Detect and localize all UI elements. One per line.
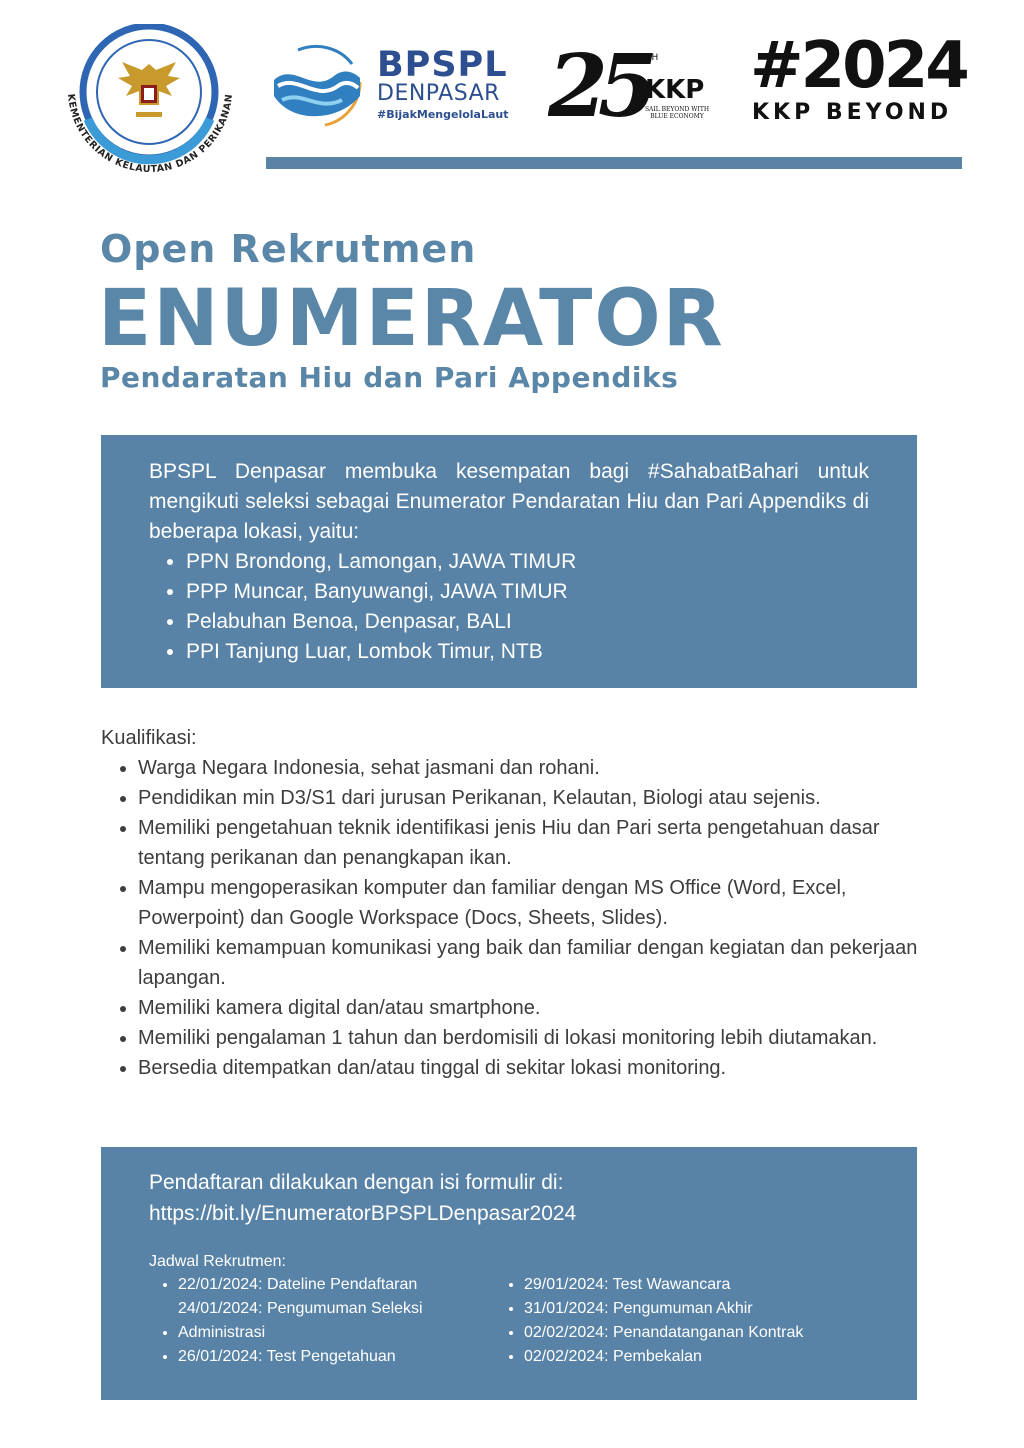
header-divider-bar [266, 157, 962, 169]
schedule-item: • 02/02/2024: Penandatanganan Kontrak [524, 1321, 803, 1345]
anniversary-org: KKP [645, 75, 705, 105]
location-item: • PPP Muncar, Banyuwangi, JAWA TIMUR [186, 577, 869, 607]
bpspl-logo-name: BPSPL [377, 45, 508, 85]
kkp-ministry-logo [58, 24, 240, 192]
title-line-open-recruitment: Open Rekrutmen [100, 227, 477, 271]
registration-panel [101, 1147, 917, 1400]
qualification-item: • Memiliki kemampuan komunikasi yang baik dan familiar dengan kegiatan dan pekerjaan lapangan. [138, 933, 921, 993]
qualification-item: • Mampu mengoperasikan komputer dan familiar dengan MS Office (Word, Excel, Powerpoint) dan Google Workspace (Docs, Sheets, Slides). [138, 873, 921, 933]
qualification-item: • Bersedia ditempatkan dan/atau tinggal di sekitar lokasi monitoring. [138, 1053, 921, 1083]
bpspl-logo-city: DENPASAR [377, 81, 500, 106]
schedule-item: • 26/01/2024: Test Pengetahuan [178, 1345, 479, 1369]
location-item: • PPN Brondong, Lamongan, JAWA TIMUR [186, 547, 869, 577]
title-subtitle: Pendaratan Hiu dan Pari Appendiks [100, 361, 679, 394]
bpspl-wave-logo-icon [268, 36, 364, 128]
qualification-item: • Warga Negara Indonesia, sehat jasmani dan rohani. [138, 753, 921, 783]
anniversary-number: 25 [548, 38, 648, 126]
campaign-hashtag: #2024 [750, 29, 967, 103]
schedule-item: • 22/01/2024: Dateline Pendaftaran [178, 1273, 479, 1297]
location-item: • Pelabuhan Benoa, Denpasar, BALI [186, 607, 869, 637]
schedule-item: • 02/02/2024: Pembekalan [524, 1345, 803, 1369]
registration-url-link[interactable]: https://bit.ly/EnumeratorBPSPLDenpasar2024 [149, 1202, 577, 1225]
location-item: • PPI Tanjung Luar, Lombok Timur, NTB [186, 637, 869, 667]
qualification-item: • Memiliki pengalaman 1 tahun dan berdomisili di lokasi monitoring lebih diutamakan. [138, 1023, 921, 1053]
schedule-columns [149, 1273, 869, 1369]
qualifications-heading: Kualifikasi: [101, 727, 197, 749]
anniversary-suffix: TH [646, 53, 659, 63]
qualifications-list [101, 753, 921, 1083]
qualification-item: • Pendidikan min D3/S1 dari jurusan Perikanan, Kelautan, Biologi atau sejenis. [138, 783, 921, 813]
schedule-heading: Jadwal Rekrutmen: [149, 1253, 286, 1270]
schedule-item: • 31/01/2024: Pengumuman Akhir [524, 1297, 803, 1321]
title-main-enumerator: ENUMERATOR [98, 274, 725, 364]
schedule-item: • 29/01/2024: Test Wawancara [524, 1273, 803, 1297]
schedule-item: • 24/01/2024: Pengumuman Seleksi Administrasi [178, 1297, 479, 1345]
schedule-list-left [149, 1273, 479, 1369]
qualification-item: • Memiliki kamera digital dan/atau smartphone. [138, 993, 921, 1023]
campaign-tagline: KKP BEYOND [752, 100, 953, 125]
registration-text: Pendaftaran dilakukan dengan isi formulir di: [149, 1171, 564, 1194]
kkp-logo-text: KEMENTERIAN KELAUTAN DAN PERIKANAN [65, 93, 235, 176]
intro-panel [101, 435, 917, 688]
schedule-list-right [479, 1273, 803, 1369]
anniversary-tagline: SAIL BEYOND WITH BLUE ECONOMY [644, 106, 710, 120]
bpspl-logo-hashtag: #BijakMengelolaLaut [377, 108, 509, 121]
qualifications-section [101, 723, 921, 1083]
qualification-item: • Memiliki pengetahuan teknik identifikasi jenis Hiu dan Pari serta pengetahuan dasar tentang perikanan dan penangkapan ikan. [138, 813, 921, 873]
intro-text: BPSPL Denpasar membuka kesempatan bagi #SahabatBahari untuk mengikuti seleksi sebagai Enumerator Pendaratan Hiu dan Pari Appendiks di beberapa lokasi, yaitu: [149, 460, 869, 543]
location-list [149, 547, 869, 667]
